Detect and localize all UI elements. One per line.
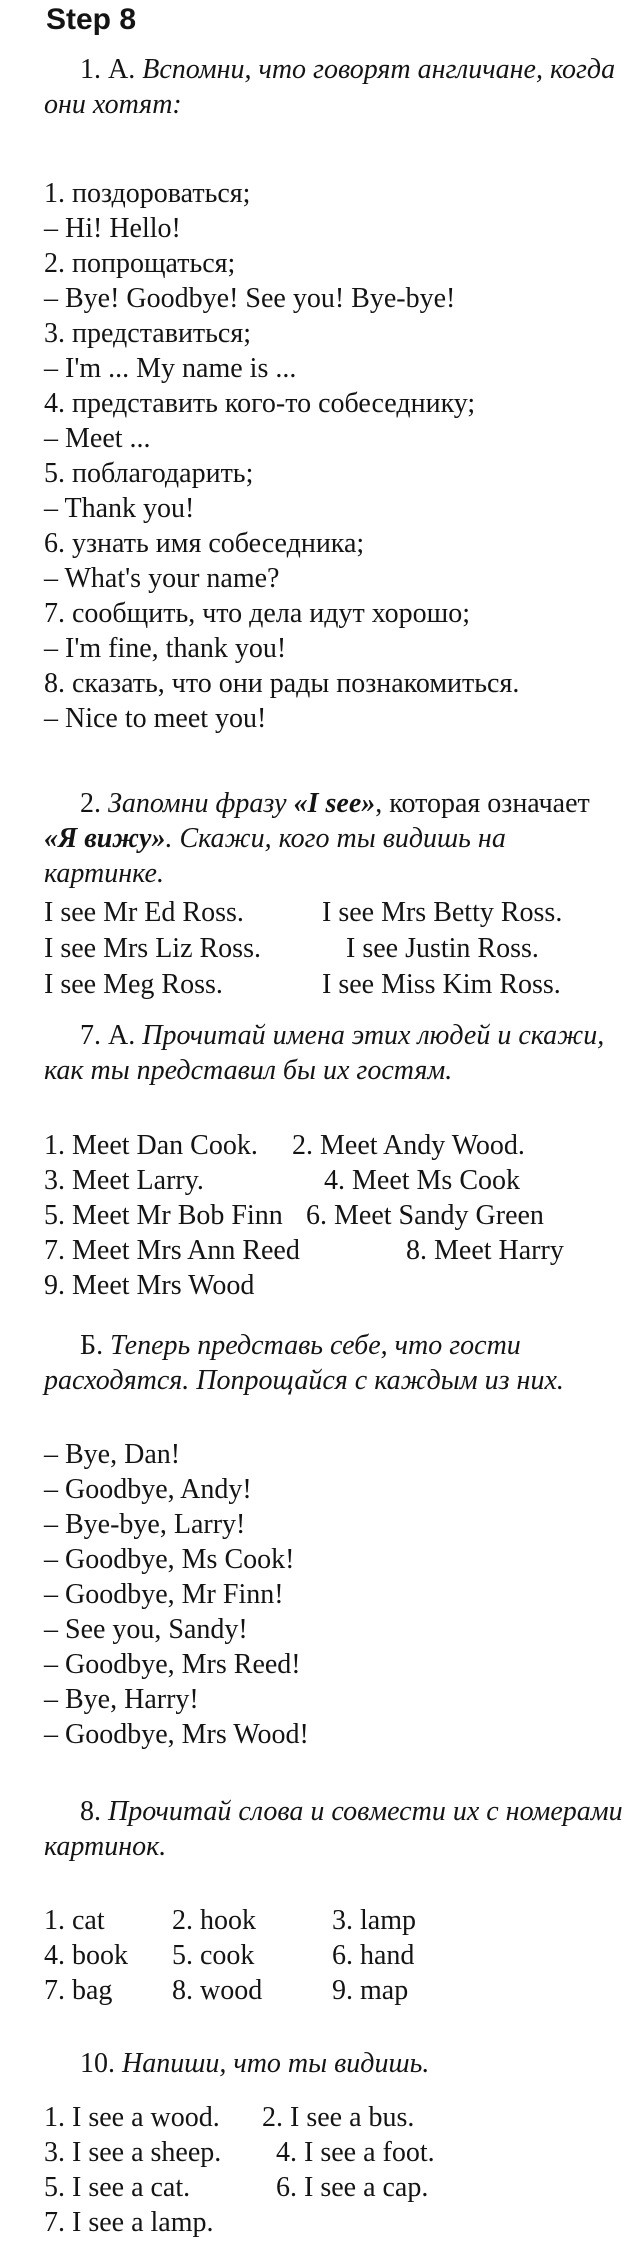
step-title: Step 8 xyxy=(46,3,137,36)
list-item: – See you, Sandy! xyxy=(44,1614,248,1645)
task10-number: 10. xyxy=(80,2048,115,2079)
list-item: 9. Meet Mrs Wood xyxy=(44,1270,255,1301)
list-item: – Goodbye, Mrs Wood! xyxy=(44,1719,309,1750)
table-cell: I see Mrs Liz Ross. xyxy=(44,933,261,964)
list-item: 2. попрощаться; xyxy=(44,248,236,279)
list-item: 6. I see a cap. xyxy=(276,2172,429,2203)
list-item: 5. I see a cat. xyxy=(44,2172,191,2203)
list-item: – Bye! Goodbye! See you! Bye-bye! xyxy=(44,283,456,314)
list-item: 1. cat xyxy=(44,1905,105,1936)
list-item: 8. Meet Harry xyxy=(406,1235,564,1266)
task7a-instruction xyxy=(44,1018,624,1088)
list-item: 3. I see a sheep. xyxy=(44,2137,222,2168)
list-item: 8. wood xyxy=(172,1975,263,2006)
list-item: 5. Meet Mr Bob Finn xyxy=(44,1200,283,1231)
list-item: – Bye-bye, Larry! xyxy=(44,1509,246,1540)
list-item: – Meet ... xyxy=(44,423,151,454)
table-cell: I see Mrs Betty Ross. xyxy=(322,897,563,928)
list-item: 2. Meet Andy Wood. xyxy=(292,1130,525,1161)
list-item: – Thank you! xyxy=(44,493,195,524)
task7a-number: 7. А. xyxy=(80,1020,136,1051)
list-item: 8. сказать, что они рады познакомиться. xyxy=(44,668,520,699)
list-item: 2. hook xyxy=(172,1905,256,1936)
table-cell: I see Justin Ross. xyxy=(346,933,539,964)
task1-text: Вспомни, что говорят англичане, когда они хотят: xyxy=(44,54,616,120)
list-item: 3. Meet Larry. xyxy=(44,1165,204,1196)
task8-number: 8. xyxy=(80,1796,101,1827)
task2-meaning: «Я вижу» xyxy=(44,823,166,854)
list-item: – What's your name? xyxy=(44,563,280,594)
task1-instruction xyxy=(44,52,624,122)
list-item: 4. представить кого-то собеседнику; xyxy=(44,388,476,419)
task2-text-part3: . Скажи, кого ты видишь на картинке. xyxy=(44,823,506,889)
list-item: – Goodbye, Andy! xyxy=(44,1474,252,1505)
list-item: 3. представиться; xyxy=(44,318,252,349)
table-cell: I see Meg Ross. xyxy=(44,969,223,1000)
list-item: 2. I see a bus. xyxy=(262,2102,415,2133)
list-item: 6. Meet Sandy Green xyxy=(306,1200,544,1231)
list-item: – I'm fine, thank you! xyxy=(44,633,287,664)
task7b-number: Б. xyxy=(80,1330,104,1361)
list-item: 1. поздороваться; xyxy=(44,178,251,209)
task1-number: 1. А. xyxy=(80,54,136,85)
list-item: – I'm ... My name is ... xyxy=(44,353,297,384)
list-item: 6. узнать имя собеседника; xyxy=(44,528,365,559)
list-item: – Goodbye, Ms Cook! xyxy=(44,1544,295,1575)
list-item: 4. book xyxy=(44,1940,128,1971)
task7b-instruction xyxy=(44,1328,624,1398)
list-item: – Goodbye, Mr Finn! xyxy=(44,1579,284,1610)
task2-text-part2: , которая означает xyxy=(375,788,590,819)
list-item: 4. Meet Ms Cook xyxy=(324,1165,520,1196)
list-item: – Bye, Dan! xyxy=(44,1439,181,1470)
task8-text: Прочитай слова и совмести их с номерами картинок. xyxy=(44,1796,623,1862)
list-item: 1. Meet Dan Cook. xyxy=(44,1130,258,1161)
task7b-text: Теперь представь себе, что гости расходятся. Попрощайся с каждым из них. xyxy=(44,1330,564,1396)
list-item: 7. I see a lamp. xyxy=(44,2207,214,2238)
list-item: 7. Meet Mrs Ann Reed xyxy=(44,1235,300,1266)
task10-text: Напиши, что ты видишь. xyxy=(122,2048,430,2079)
task2-number: 2. xyxy=(80,788,101,819)
list-item: – Bye, Harry! xyxy=(44,1684,199,1715)
task8-instruction xyxy=(44,1794,624,1864)
task2-phrase: «I see» xyxy=(293,788,376,819)
list-item: 3. lamp xyxy=(332,1905,416,1936)
list-item: 6. hand xyxy=(332,1940,415,1971)
task1-list xyxy=(44,176,624,736)
table-cell: I see Miss Kim Ross. xyxy=(322,969,561,1000)
list-item: – Nice to meet you! xyxy=(44,703,267,734)
table-cell: I see Mr Ed Ross. xyxy=(44,897,244,928)
list-item: – Goodbye, Mrs Reed! xyxy=(44,1649,301,1680)
task10-instruction xyxy=(44,2046,624,2081)
task2-instruction xyxy=(44,786,624,891)
list-item: 5. cook xyxy=(172,1940,255,1971)
list-item: 5. поблагодарить; xyxy=(44,458,254,489)
task7b-list xyxy=(44,1437,624,1752)
task2-text-part1: Запомни фразу xyxy=(108,788,287,819)
list-item: – Hi! Hello! xyxy=(44,213,181,244)
list-item: 7. сообщить, что дела идут хорошо; xyxy=(44,598,470,629)
list-item: 4. I see a foot. xyxy=(276,2137,435,2168)
list-item: 1. I see a wood. xyxy=(44,2102,220,2133)
task7a-text: Прочитай имена этих людей и скажи, как ты представил бы их гостям. xyxy=(44,1020,605,1086)
list-item: 9. map xyxy=(332,1975,409,2006)
list-item: 7. bag xyxy=(44,1975,113,2006)
